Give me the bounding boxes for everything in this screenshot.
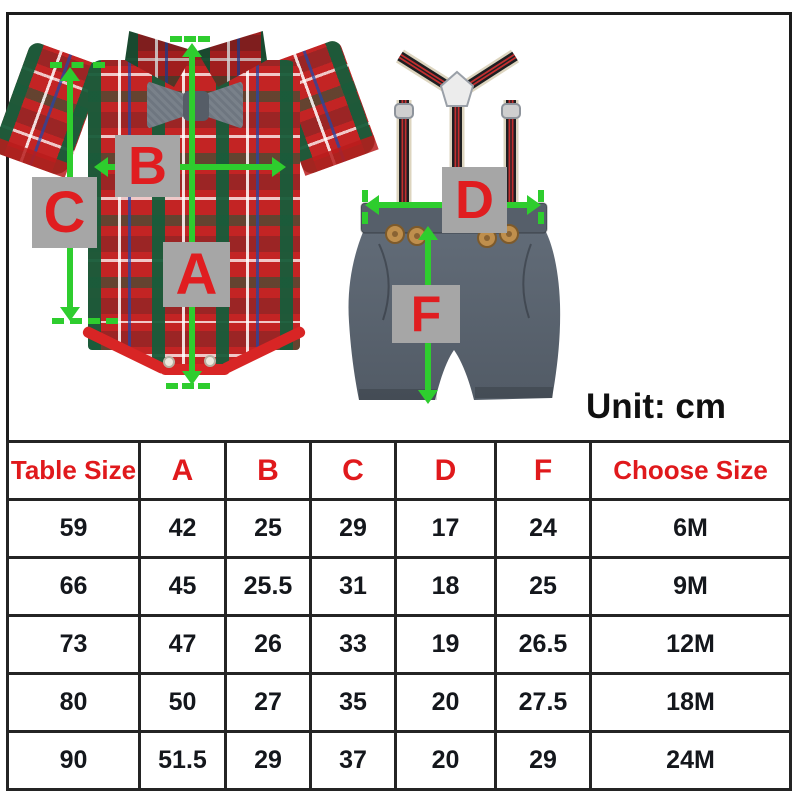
cell-c: 37: [311, 732, 396, 790]
header-b: B: [226, 442, 311, 500]
header-table-size: Table Size: [8, 442, 140, 500]
cell-a: 51.5: [140, 732, 226, 790]
table-row: [8, 616, 791, 674]
table-row: [8, 674, 791, 732]
snap-button: [204, 355, 216, 367]
cell-d: 20: [396, 732, 496, 790]
cell-d: 20: [396, 674, 496, 732]
measure-arrow-a: [189, 56, 195, 372]
snap-button: [163, 356, 175, 368]
cell-a: 42: [140, 500, 226, 558]
header-c: C: [311, 442, 396, 500]
suspender-buckle: [395, 104, 413, 118]
cell-choose-size: 12M: [591, 616, 791, 674]
leg-hem: [475, 387, 553, 398]
header-d: D: [396, 442, 496, 500]
cell-choose-size: 6M: [591, 500, 791, 558]
cell-f: 24: [496, 500, 591, 558]
measure-label-d: D: [442, 167, 507, 233]
cell-a: 47: [140, 616, 226, 674]
cell-table-size: 80: [8, 674, 140, 732]
bowtie-knot: [183, 91, 209, 121]
cell-c: 31: [311, 558, 396, 616]
measure-label-a: A: [163, 242, 230, 307]
cell-table-size: 59: [8, 500, 140, 558]
cell-table-size: 90: [8, 732, 140, 790]
suspender-buckle: [502, 104, 520, 118]
cell-f: 27.5: [496, 674, 591, 732]
table-row: [8, 500, 791, 558]
cell-b: 26: [226, 616, 311, 674]
cell-c: 29: [311, 500, 396, 558]
measure-label-f: F: [392, 285, 460, 343]
cell-a: 50: [140, 674, 226, 732]
cell-f: 26.5: [496, 616, 591, 674]
table-row: [8, 558, 791, 616]
cell-f: 25: [496, 558, 591, 616]
cell-table-size: 66: [8, 558, 140, 616]
cell-choose-size: 9M: [591, 558, 791, 616]
cell-d: 18: [396, 558, 496, 616]
measure-label-b: B: [115, 135, 180, 197]
cell-b: 25: [226, 500, 311, 558]
unit-label: Unit: cm: [586, 387, 726, 426]
cell-choose-size: 18M: [591, 674, 791, 732]
cell-b: 27: [226, 674, 311, 732]
header-choose-size: Choose Size: [591, 442, 791, 500]
measure-label-c: C: [32, 177, 97, 248]
table-header-row: [8, 442, 791, 500]
cell-d: 17: [396, 500, 496, 558]
cell-table-size: 73: [8, 616, 140, 674]
cell-b: 29: [226, 732, 311, 790]
guide-dash-a-top: [170, 36, 210, 42]
cell-c: 33: [311, 616, 396, 674]
cell-a: 45: [140, 558, 226, 616]
cell-c: 35: [311, 674, 396, 732]
header-a: A: [140, 442, 226, 500]
cell-d: 19: [396, 616, 496, 674]
table-row: [8, 732, 791, 790]
cell-f: 29: [496, 732, 591, 790]
header-f: F: [496, 442, 591, 500]
cell-b: 25.5: [226, 558, 311, 616]
cell-choose-size: 24M: [591, 732, 791, 790]
size-table: [6, 440, 792, 791]
